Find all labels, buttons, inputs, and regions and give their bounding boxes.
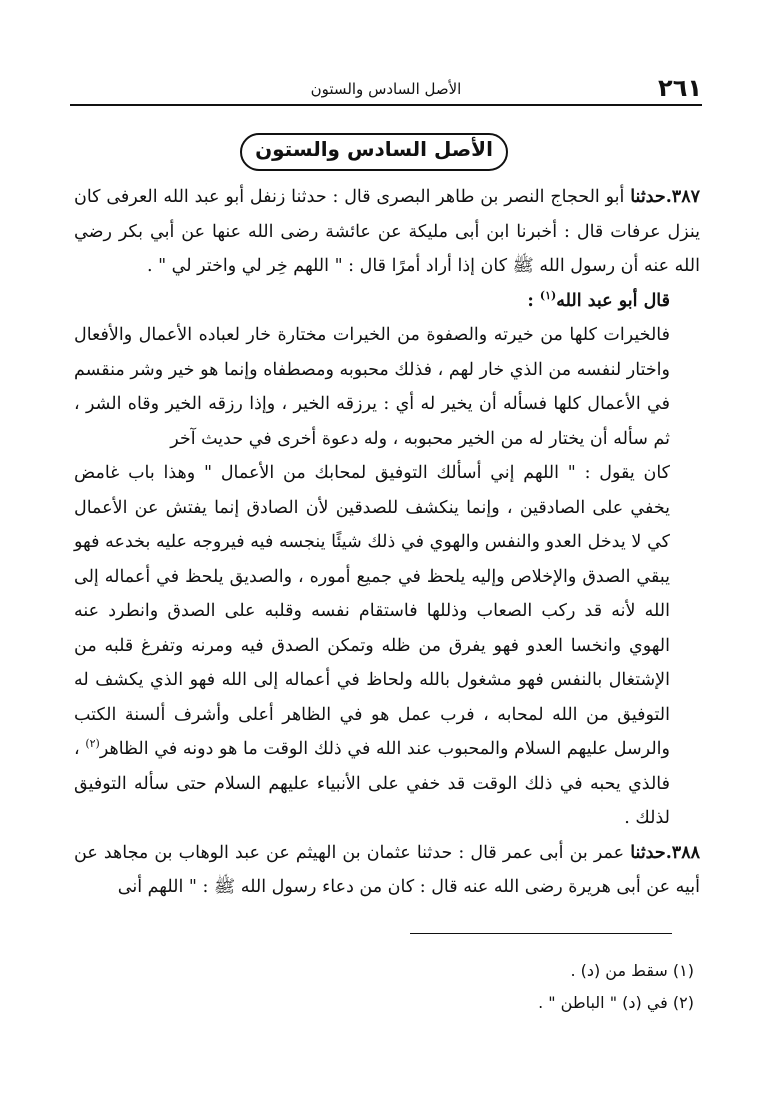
commentary-paragraph-2-end: ، فالذي يحبه في ذلك الوقت قد خفي على الأنبياء عليهم السلام حتى سأله التوفيق لذلك . <box>74 739 670 828</box>
commentary-paragraph-2 <box>74 456 700 836</box>
footnote-ref-2: (٢) <box>85 737 100 751</box>
commentary-paragraph-2-text: كان يقول : " اللهم إني أسألك التوفيق لمحابك من الأعمال " وهذا باب غامض يخفي على الصادقين ، وإنما ينكشف للصدقين لأن الصادق إنما يفتش عن الأعمال كي لا يدخل العدو والنفس والهوي في ذلك شيئًا ينجسه فيه فيروجه عليه بخدعه فهو يبقي الصدق والإخلاص وإليه يلحظ في جميع أموره ، والصديق يلحظ في أعماله إلى الله لأنه قد ركب الصعاب وذللها فاستقام نفسه وقلبه على الصدق وانطرد عنه الهوي وانخسا العدو فهو يفرق من ظله وتمكن الصدق فيه ومرنه وتفرغ قلبه من الإشتغال بالنفس فهو مشغول بالله ولحاظ في أعماله إلى الله فهو الذي يكشف له التوفيق من الله لمحابه ، فرب عمل هو في الظاهر أعلى وأشرف ألسنة الكتب والرسل عليهم السلام والمحبوب عند الله في ذلك الوقت ما هو دونه في الظاهر <box>74 463 670 759</box>
commentary-heading-colon: : <box>527 290 540 311</box>
footnote-1: (١) سقط من (د) . <box>570 961 694 980</box>
commentary-heading <box>74 284 700 319</box>
footnote-separator <box>410 933 672 934</box>
page-number: ٢٦١ <box>658 74 702 102</box>
hadith-number: ٣٨٧. <box>665 187 700 207</box>
hadith-387 <box>74 180 700 284</box>
commentary-heading-text: قال أبو عبد الله <box>556 290 670 311</box>
footnotes <box>538 955 694 1019</box>
hadith-number: ٣٨٨. <box>665 842 700 863</box>
page-header <box>70 74 702 106</box>
hadith-text: أبو الحجاج النصر بن طاهر البصرى قال : حدثنا زنفل أبو عبد الله العرفى كان ينزل عرفات قال : أخبرنا ابن أبى مليكة عن عائشة رضى الله عنها عن أبي بكر رضي الله عنه أن رسول الله ﷺ كان إذا أراد أمرًا قال : " اللهم خِر لي واختر لي " . <box>74 187 700 276</box>
footnote-2: (٢) في (د) " الباطن " . <box>538 993 694 1012</box>
hadith-opening: حدثنا <box>630 842 666 863</box>
main-text <box>74 180 700 905</box>
commentary-paragraph-1: فالخيرات كلها من خيرته والصفوة من الخيرات مختارة خار لعباده الأعمال والأفعال واختار لنفسه من الذي خار لهم ، فذلك محبوبه ومصطفاه وإنما هو خير وشر منقسم في الأعمال كلها فسأله أن يخير له أي : يرزقه الخير ، وإذا رزقه الخير وقاه الشر ، ثم سأله أن يختار له من الخير محبوبه ، وله دعوة أخرى في حديث آخر <box>74 325 670 449</box>
hadith-text: عمر بن أبى عمر قال : حدثنا عثمان بن الهيثم عن عبد الوهاب بن مجاهد عن أبيه عن أبى هريرة رضى الله عنه قال : كان من دعاء رسول الله ﷺ : " اللهم أنى <box>74 842 700 897</box>
footnote-ref-1: (١) <box>539 288 557 302</box>
running-title: الأصل السادس والستون <box>310 80 462 98</box>
hadith-388 <box>74 836 700 905</box>
chapter-title: الأصل السادس والستون <box>255 137 493 161</box>
hadith-opening: حدثنا <box>630 187 666 207</box>
